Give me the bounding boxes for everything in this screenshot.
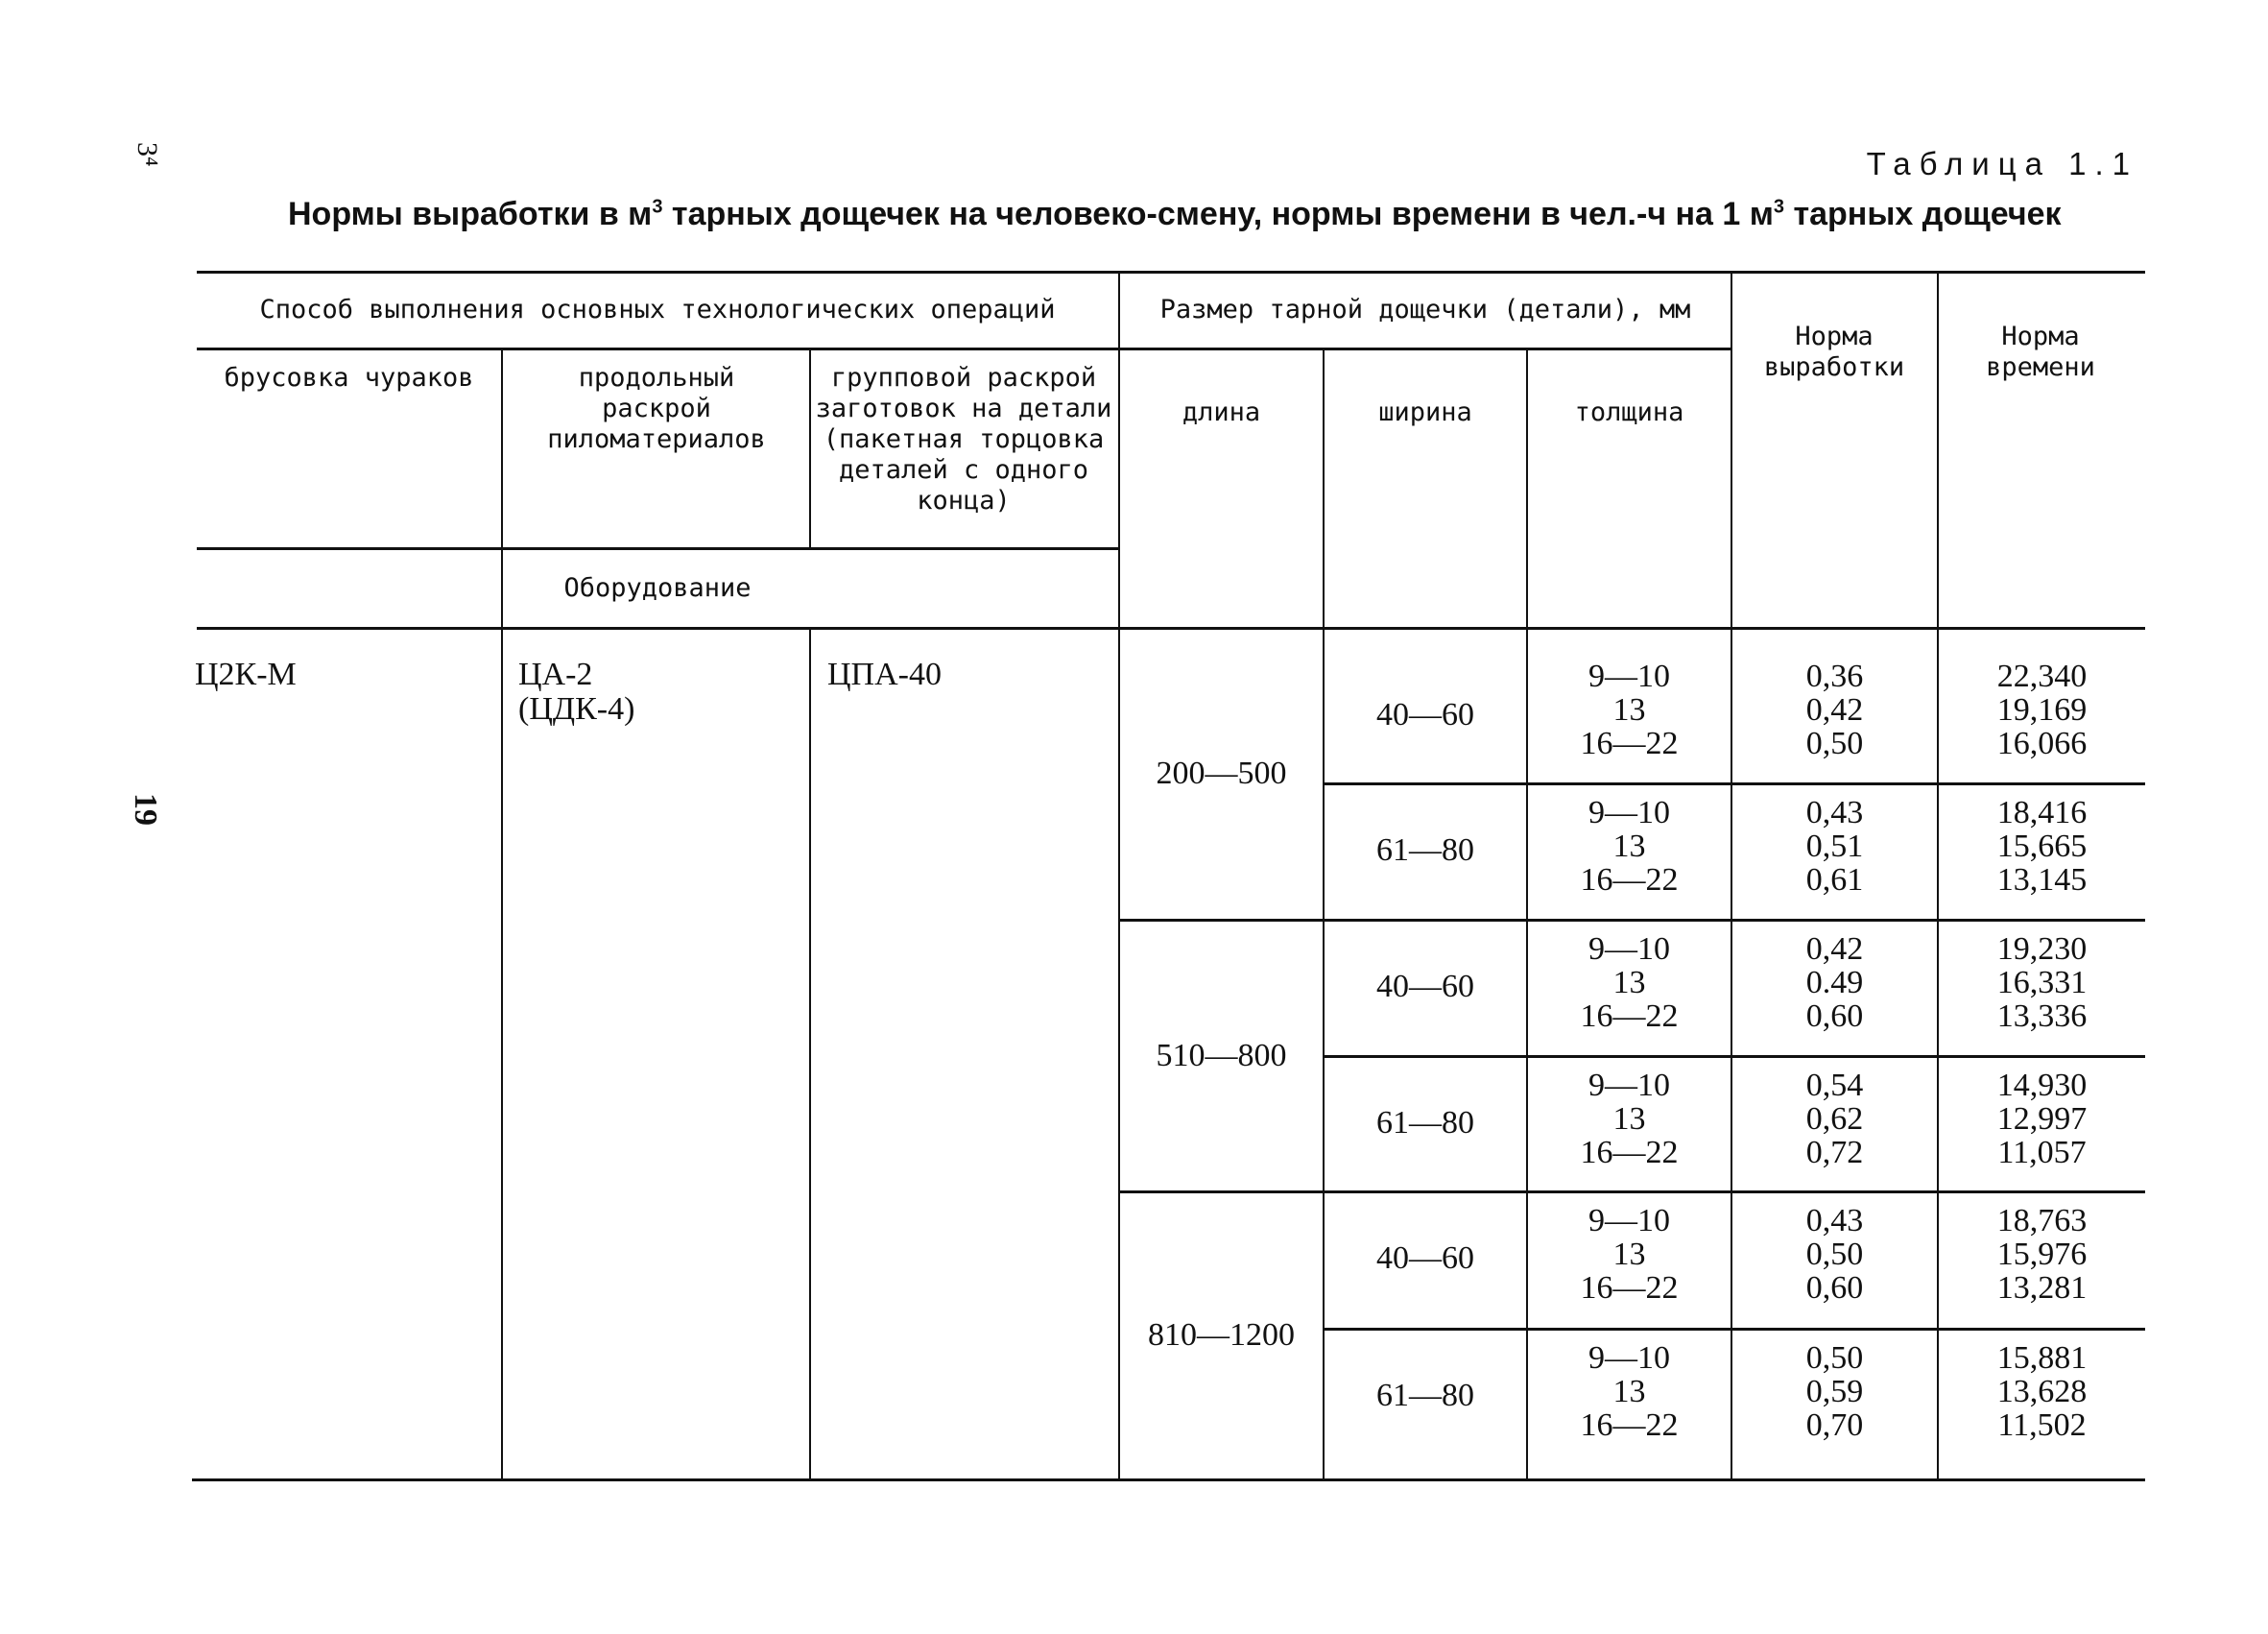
thickness-value: 9—10 — [1588, 1203, 1670, 1238]
grid-line — [1323, 1328, 2145, 1331]
time-stack — [1939, 1204, 2145, 1305]
output-value: 0,60 — [1805, 998, 1864, 1034]
thickness-value: 9—10 — [1588, 1340, 1670, 1376]
time-value: 22,340 — [1996, 659, 2088, 694]
header-output: Норма выработки — [1763, 322, 1905, 382]
time-stack — [1939, 660, 2145, 760]
time-value: 14,930 — [1996, 1068, 2088, 1103]
output-stack — [1732, 1204, 1937, 1305]
header-op-barking: брусовка чураков — [224, 363, 474, 393]
time-value: 13,336 — [1996, 998, 2088, 1034]
thickness-value: 16—22 — [1580, 726, 1679, 761]
output-stack — [1732, 932, 1937, 1033]
output-stack — [1732, 1069, 1937, 1169]
thickness-value: 13 — [1612, 692, 1646, 728]
output-value: 0,51 — [1805, 829, 1864, 864]
thickness-value: 16—22 — [1580, 862, 1679, 898]
title-superscript: 3 — [1773, 196, 1785, 218]
output-value: 0,43 — [1805, 795, 1864, 830]
thickness-stack — [1528, 796, 1731, 897]
output-stack — [1732, 660, 1937, 760]
output-value: 0,50 — [1805, 726, 1864, 761]
output-value: 0,54 — [1805, 1068, 1864, 1103]
output-value: 0,42 — [1805, 692, 1864, 728]
thickness-value: 16—22 — [1580, 998, 1679, 1034]
time-value: 15,881 — [1996, 1340, 2088, 1376]
width-value: 61—80 — [1376, 832, 1474, 868]
grid-line — [1323, 782, 2145, 785]
header-op-ripping: продольный раскрой пиломатериалов — [547, 363, 766, 454]
time-value: 18,416 — [1996, 795, 2088, 830]
time-value: 19,169 — [1996, 692, 2088, 728]
output-value: 0,70 — [1805, 1407, 1864, 1443]
width-value: 61—80 — [1376, 1105, 1474, 1141]
thickness-value: 13 — [1612, 1237, 1646, 1272]
output-value: 0,60 — [1805, 1270, 1864, 1306]
title-part: тарных дощечек на человеко-смену, нормы времени в чел.-ч на 1 м — [662, 196, 1774, 232]
output-value: 0,61 — [1805, 862, 1864, 898]
length-value: 200—500 — [1156, 756, 1287, 791]
grid-line — [197, 348, 1732, 350]
grid-line — [1323, 1055, 2145, 1058]
table-title — [288, 196, 2062, 233]
time-value: 11,057 — [1997, 1135, 2087, 1170]
output-value: 0.49 — [1805, 965, 1864, 1000]
title-part: Нормы выработки в м — [288, 196, 653, 232]
page-side-mark: 3⁴ — [131, 142, 163, 167]
equipment-barking: Ц2К-М — [195, 657, 297, 692]
thickness-stack — [1528, 932, 1731, 1033]
thickness-stack — [1528, 1204, 1731, 1305]
grid-line — [809, 627, 811, 1479]
output-stack — [1732, 796, 1937, 897]
time-value: 11,502 — [1997, 1407, 2087, 1443]
width-value: 40—60 — [1376, 1240, 1474, 1276]
width-value: 40—60 — [1376, 697, 1474, 733]
time-stack — [1939, 1341, 2145, 1442]
thickness-value: 13 — [1612, 965, 1646, 1000]
time-value: 12,997 — [1996, 1101, 2088, 1137]
grid-line — [1526, 348, 1528, 1479]
output-value: 0,43 — [1805, 1203, 1864, 1238]
thickness-stack — [1528, 1341, 1731, 1442]
time-stack — [1939, 796, 2145, 897]
time-stack — [1939, 932, 2145, 1033]
header-op-crosscut: групповой раскрой заготовок на детали (пакетная торцовка деталей с одного конца) — [815, 363, 1112, 516]
output-value: 0,62 — [1805, 1101, 1864, 1137]
thickness-value: 9—10 — [1588, 659, 1670, 694]
header-method: Способ выполнения основных технологических операций — [259, 295, 1056, 324]
time-value: 13,145 — [1996, 862, 2088, 898]
grid-line — [1323, 348, 1325, 1479]
time-value: 13,281 — [1996, 1270, 2088, 1306]
header-thickness: толщина — [1574, 397, 1684, 427]
thickness-value: 13 — [1612, 1374, 1646, 1409]
header-time: Норма времени — [1986, 322, 2095, 382]
title-superscript: 3 — [652, 196, 663, 218]
equipment-crosscut: ЦПА-40 — [827, 657, 942, 692]
output-value: 0,50 — [1805, 1237, 1864, 1272]
time-stack — [1939, 1069, 2145, 1169]
thickness-value: 9—10 — [1588, 1068, 1670, 1103]
output-value: 0,36 — [1805, 659, 1864, 694]
width-value: 40—60 — [1376, 969, 1474, 1004]
page-number: 19 — [128, 793, 163, 826]
equipment-ripping-line: ЦА-2 — [518, 657, 593, 692]
thickness-value: 9—10 — [1588, 931, 1670, 967]
grid-line — [192, 1478, 2145, 1481]
time-value: 13,628 — [1996, 1374, 2088, 1409]
thickness-value: 13 — [1612, 829, 1646, 864]
equipment-ripping-line: (ЦДК-4) — [518, 691, 635, 727]
thickness-value: 16—22 — [1580, 1407, 1679, 1443]
time-value: 16,066 — [1996, 726, 2088, 761]
time-value: 16,331 — [1996, 965, 2088, 1000]
time-value: 18,763 — [1996, 1203, 2088, 1238]
output-stack — [1732, 1341, 1937, 1442]
time-value: 19,230 — [1996, 931, 2088, 967]
table-label: Таблица 1.1 — [1866, 146, 2138, 181]
equipment-ripping — [518, 658, 634, 727]
output-value: 0,42 — [1805, 931, 1864, 967]
time-value: 15,665 — [1996, 829, 2088, 864]
length-value: 510—800 — [1156, 1037, 1287, 1073]
width-value: 61—80 — [1376, 1378, 1474, 1413]
header-length: длина — [1182, 397, 1261, 427]
length-value: 810—1200 — [1148, 1317, 1295, 1353]
output-value: 0,50 — [1805, 1340, 1864, 1376]
title-part: тарных дощечек — [1784, 196, 2062, 232]
thickness-value: 16—22 — [1580, 1270, 1679, 1306]
thickness-value: 16—22 — [1580, 1135, 1679, 1170]
output-value: 0,72 — [1805, 1135, 1864, 1170]
header-width: ширина — [1378, 397, 1472, 427]
output-value: 0,59 — [1805, 1374, 1864, 1409]
thickness-stack — [1528, 1069, 1731, 1169]
header-size: Размер тарной дощечки (детали), мм — [1159, 295, 1691, 324]
time-value: 15,976 — [1996, 1237, 2088, 1272]
thickness-value: 9—10 — [1588, 795, 1670, 830]
thickness-value: 13 — [1612, 1101, 1646, 1137]
header-equipment: Оборудование — [563, 573, 752, 603]
grid-line — [501, 348, 503, 1479]
thickness-stack — [1528, 660, 1731, 760]
